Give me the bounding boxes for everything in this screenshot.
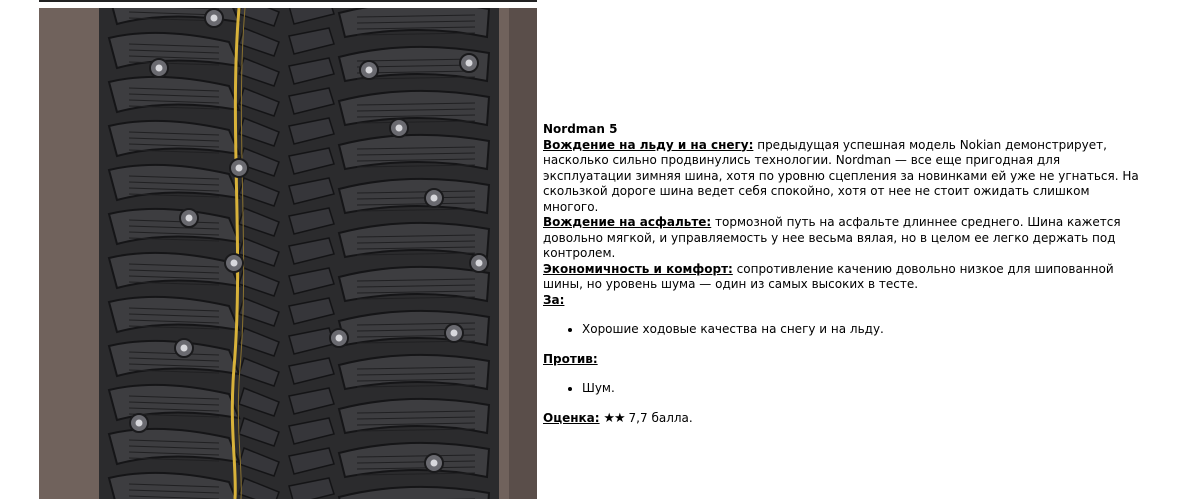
section-label: Вождение на асфальте:	[543, 215, 712, 229]
section-asphalt	[543, 215, 1143, 262]
section-body: сопротивление качению довольно низкое для шипованной шины, но уровень шума — один из самых высоких в тесте.	[543, 261, 1114, 291]
cons-list	[543, 381, 1143, 397]
tire-tread-image	[39, 8, 537, 499]
cons-label: Против:	[543, 351, 598, 366]
section-body: предыдущая успешная модель Nokian демонстрирует, насколько сильно продвинулись технологии. Nordman — все еще пригодная для эксплуатации зимняя шина, хотя по уровню сцепления за новинками ей уже не угнаться. На скользкой дороге шина ведет себя спокойно, хотя от нее не стоит ожидать слишком многого.	[543, 137, 1139, 214]
rating-stars-icon: ★★	[603, 410, 625, 426]
section-body: тормозной путь на асфальте длиннее среднего. Шина кажется довольно мягкой, и управляемость у нее весьма вялая, но в целом ее легко держать под контролем.	[543, 215, 1121, 260]
pros-item: • Хорошие ходовые качества на снегу и на льду.	[582, 322, 1143, 338]
pros-list	[543, 322, 1143, 338]
cons-heading	[543, 352, 1143, 368]
review-text	[543, 122, 1143, 426]
section-label: Экономичность и комфорт:	[543, 261, 733, 276]
section-economy-comfort	[543, 262, 1143, 293]
section-label: Вождение на льду и на снегу:	[543, 137, 754, 152]
rating-line	[543, 411, 1143, 427]
top-divider	[39, 0, 537, 2]
section-ice-snow	[543, 138, 1143, 216]
pros-label: За:	[543, 292, 565, 307]
rating-label: Оценка:	[543, 410, 600, 425]
rating-value: 7,7 балла.	[628, 410, 693, 425]
pros-heading	[543, 293, 1143, 309]
tire-model-title: Nordman 5	[543, 122, 618, 136]
cons-item: • Шум.	[582, 381, 1143, 397]
tire-tread-photo	[39, 8, 537, 499]
